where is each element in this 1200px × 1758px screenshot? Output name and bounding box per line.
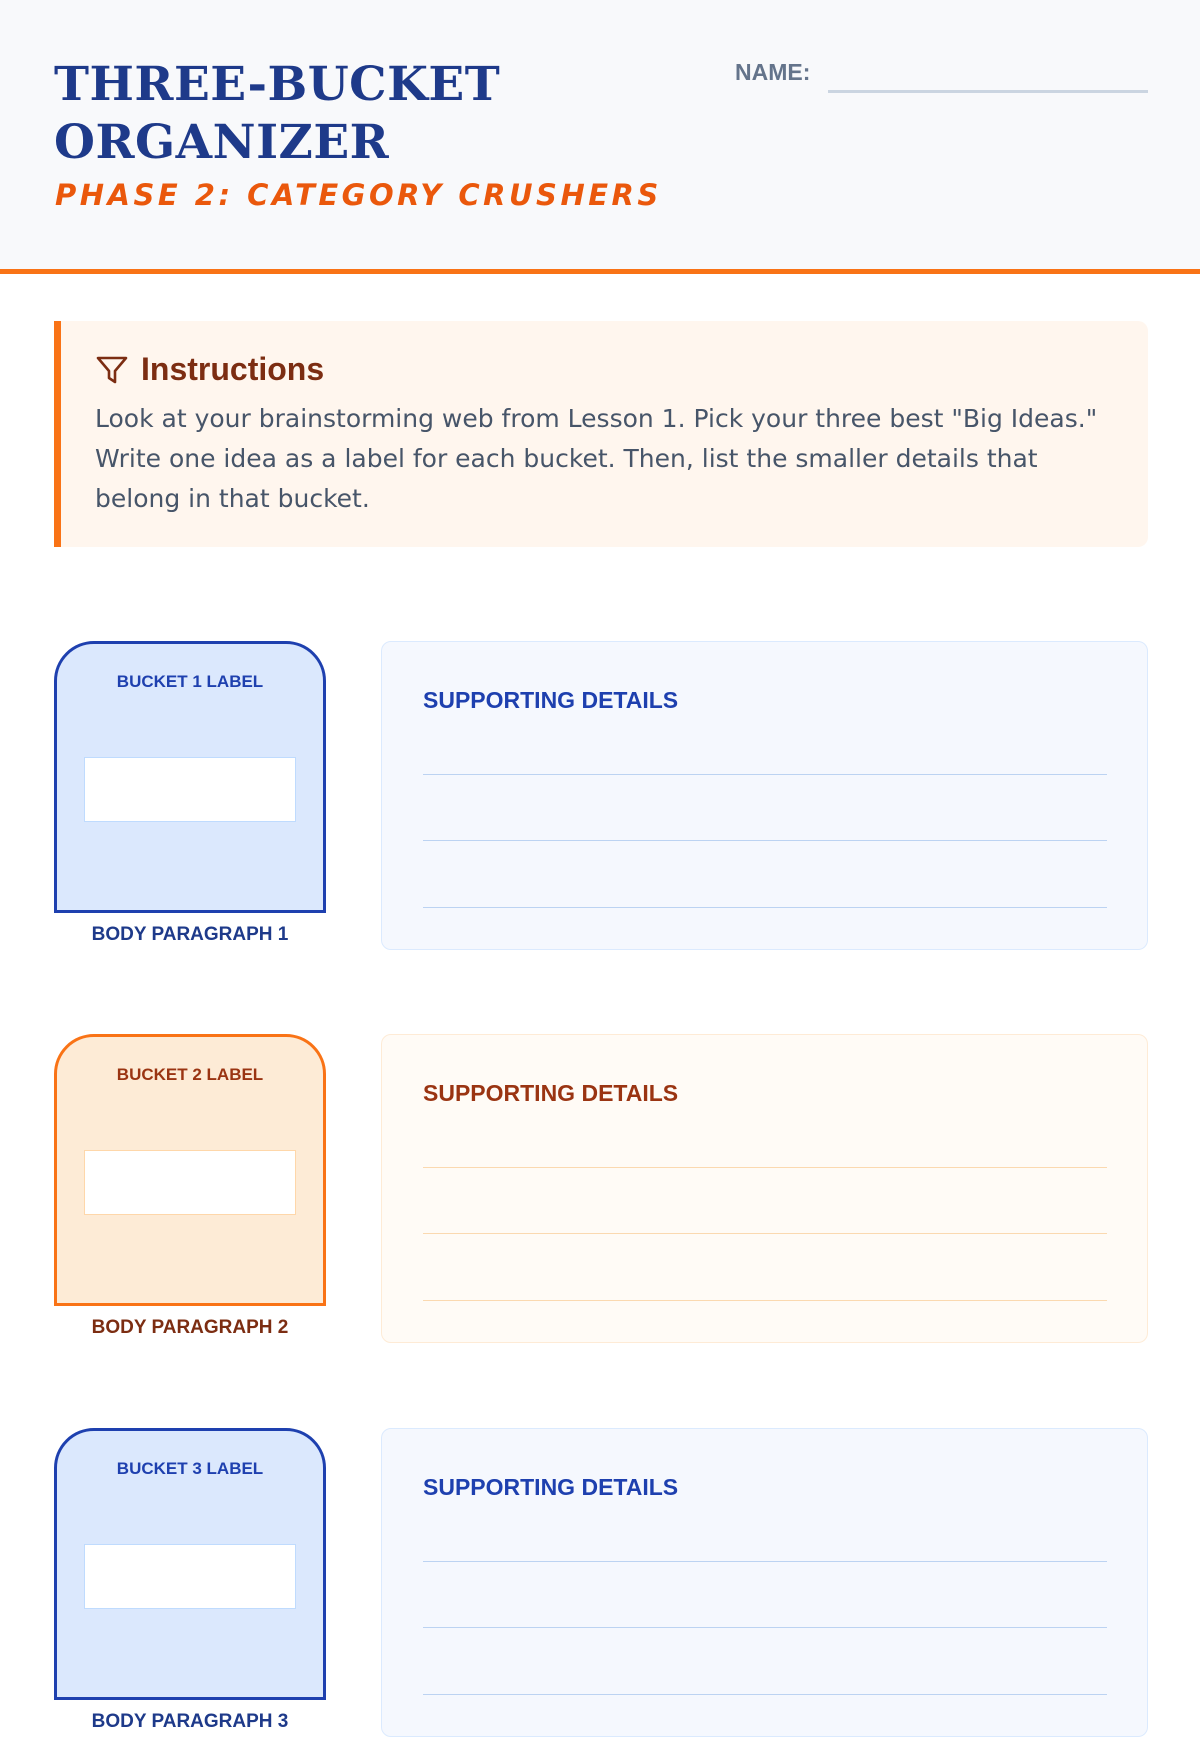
bucket-caption: BODY PARAGRAPH 2 (91, 1317, 289, 1338)
bucket-label: BUCKET 3 LABEL (116, 1459, 264, 1478)
detail-line[interactable] (423, 1233, 1107, 1234)
page-subtitle: PHASE 2: CATEGORY CRUSHERS (55, 178, 662, 212)
bucket-caption: BODY PARAGRAPH 1 (91, 924, 289, 945)
detail-line[interactable] (423, 774, 1107, 775)
instructions-text: Look at your brainstorming web from Lesson 1. Pick your three best "Big Ideas." Write one idea as a label for each bucket. Then, list the smaller details that belong in that bucket. (95, 404, 1098, 513)
supporting-details-box (381, 1428, 1148, 1737)
page-title: THREE-BUCKET ORGANIZER (54, 57, 501, 170)
supporting-details-title: SUPPORTING DETAILS (423, 687, 679, 713)
bucket-row-2 (0, 1034, 1200, 1364)
filter-icon (95, 353, 129, 387)
detail-line[interactable] (423, 1627, 1107, 1628)
instructions-header (95, 351, 324, 388)
name-label: NAME: (735, 59, 811, 85)
bucket-label-input[interactable] (84, 1544, 296, 1609)
bucket-3 (54, 1428, 326, 1700)
supporting-details-box (381, 641, 1148, 950)
bucket-label-input[interactable] (84, 757, 296, 822)
bucket-label: BUCKET 1 LABEL (116, 672, 264, 691)
worksheet-header (0, 0, 1200, 274)
instructions-box (54, 321, 1148, 547)
name-field[interactable] (828, 90, 1148, 93)
detail-line[interactable] (423, 1694, 1107, 1695)
detail-line[interactable] (423, 1300, 1107, 1301)
bucket-row-3 (0, 1428, 1200, 1758)
bucket-row-1 (0, 641, 1200, 971)
bucket-caption: BODY PARAGRAPH 3 (91, 1711, 289, 1732)
bucket-2 (54, 1034, 326, 1306)
detail-line[interactable] (423, 840, 1107, 841)
bucket-1 (54, 641, 326, 913)
bucket-label-input[interactable] (84, 1150, 296, 1215)
detail-line[interactable] (423, 907, 1107, 908)
supporting-details-title: SUPPORTING DETAILS (423, 1080, 679, 1106)
instructions-title: Instructions (141, 351, 325, 387)
detail-line[interactable] (423, 1561, 1107, 1562)
detail-line[interactable] (423, 1167, 1107, 1168)
supporting-details-box (381, 1034, 1148, 1343)
supporting-details-title: SUPPORTING DETAILS (423, 1474, 679, 1500)
bucket-label: BUCKET 2 LABEL (116, 1065, 264, 1084)
